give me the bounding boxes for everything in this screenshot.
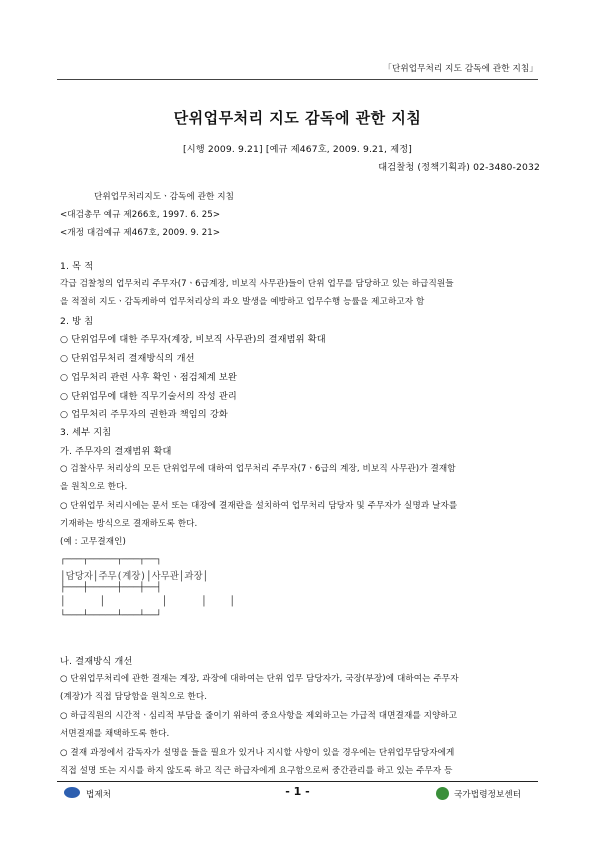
- body-line: 을 원칙으로 한다.: [60, 482, 128, 492]
- body-line: ○ 단위업무 처리시에는 문서 또는 대장에 결재란을 설치하여 업무처리 담당자 및 주무자가 실명과 날자를: [60, 501, 458, 511]
- footer-right-label: 국가법령정보센터: [454, 790, 522, 800]
- body-line: ○ 하급직원의 시간적ㆍ심리적 부담을 줄이기 위하여 중요사항을 제외하고는 가급적 대면결재를 지양하고: [60, 711, 458, 721]
- body-line: 을 적절히 지도ㆍ감독케하여 업무처리상의 과오 발생을 예방하고 업무수행 능률을 제고하고자 함: [60, 297, 425, 307]
- sub-title: 단위업무처리지도ㆍ감독에 관한 지침: [94, 192, 235, 202]
- body-line: 서면결재를 채택하도록 한다.: [60, 729, 170, 739]
- body-line: ○ 결재 과정에서 감독자가 설명을 들을 필요가 있거나 지시할 사항이 있을 경우에는 단위업무담당자에게: [60, 748, 455, 758]
- body-line: ○ 단위업무에 대한 직무기술서의 작성 관리: [60, 391, 237, 402]
- subsection-heading: 가. 주무자의 결재범위 확대: [60, 446, 172, 457]
- body-line: ○ 단위업무에 대한 주무자(계장, 비보직 사무관)의 결재범위 확대: [60, 334, 326, 345]
- history-line-1: <대검총무 예규 제266호, 1997. 6. 25>: [60, 210, 221, 220]
- stamp-table-top: ┌───┬─────┬───┬──┐: [60, 554, 162, 565]
- body-line: 기재하는 방식으로 결재하도록 한다.: [60, 519, 198, 529]
- history-line-2: <개정 대검예규 제467호, 2009. 9. 21>: [60, 228, 221, 238]
- subsection-heading: 나. 결재방식 개선: [60, 656, 133, 667]
- header-rule: [57, 79, 538, 80]
- running-header: 「단위업무처리 지도 감독에 관한 지침」: [383, 64, 538, 74]
- body-line: ○ 업무처리 주무자의 권한과 책임의 강화: [60, 409, 228, 420]
- section-purpose-heading: 1. 목 적: [60, 261, 94, 272]
- section-detail-heading: 3. 세부 지침: [60, 427, 112, 438]
- stamp-table-bottom: └───┴─────┴───┴──┘: [60, 610, 162, 621]
- body-line: 직접 설명 또는 지시를 하지 않도록 하고 직근 하급자에게 요구함으로써 중간관리를 하고 있는 주무자 등: [60, 766, 453, 776]
- footer-left-label: 법제처: [86, 790, 112, 800]
- page-number: - 1 -: [285, 785, 310, 798]
- body-line: (계장)가 직접 담당함을 원칙으로 한다.: [60, 692, 208, 702]
- body-line: 각급 검찰청의 업무처리 주무자(7ㆍ6급계장, 비보직 사무관)들이 단위 업무를 담당하고 있는 하급직원들: [60, 279, 454, 289]
- stamp-table-divider: ├───┼─────┼───┼──┤: [60, 582, 162, 593]
- footer-rule: [57, 781, 538, 782]
- stamp-table-blank-row: │ │ │ │ │: [60, 596, 235, 607]
- department-contact: 대검찰청 (정책기획과) 02-3480-2032: [378, 162, 540, 173]
- enactment-info: [시행 2009. 9.21] [예규 제467호, 2009. 9.21, 제정]: [183, 144, 412, 155]
- body-line: ○ 단위업무처리에 관한 결재는 계장, 과장에 대하여는 단위 업무 담당자가, 국장(부장)에 대하여는 주무자: [60, 674, 459, 684]
- law-center-logo-icon: [436, 787, 449, 800]
- body-line: ○ 업무처리 관련 사후 확인ㆍ점검체계 보완: [60, 372, 237, 383]
- stamp-table-header: │담당자│주무(계장)│사무관│과장│: [60, 571, 209, 582]
- page-title: 단위업무처리 지도 감독에 관한 지침: [173, 109, 422, 127]
- section-policy-heading: 2. 방 침: [60, 316, 94, 327]
- body-line: ○ 검찰사무 처리상의 모든 단위업무에 대하여 업무처리 주무자(7ㆍ6급의 계장, 비보직 사무관)가 결재함: [60, 464, 456, 474]
- body-line: ○ 단위업무처리 결재방식의 개선: [60, 353, 195, 364]
- example-label: (예 : 고무결재인): [60, 537, 126, 547]
